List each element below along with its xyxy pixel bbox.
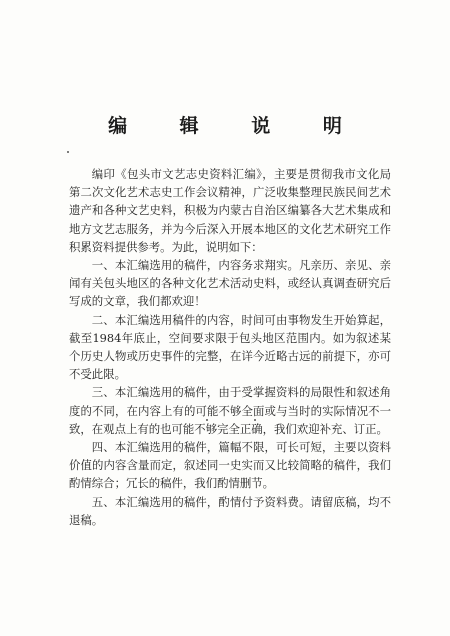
paragraph-item-2: 二、本汇编选用稿件的内容，时间可由事物发生开始算起，截至1984年底止，空间要求限于包头地区范围内。如为叙述某个历史人物或历史事件的完整，在详今近略古远的前提下，亦可不受此限。 <box>69 312 391 382</box>
scan-speck <box>254 419 256 421</box>
paragraph-item-5: 五、本汇编选用的稿件，酌情付予资料费。请留底稿，均不退稿。 <box>69 494 391 527</box>
scan-speck <box>67 151 69 153</box>
document-body <box>69 165 391 529</box>
scan-speck <box>206 419 208 421</box>
page-title: 编 辑 说 明 <box>108 115 365 137</box>
paragraph-intro: 编印《包头市文艺志史资料汇编》，主要是贯彻我市文化局第二次文化艺术志史工作会议精神，广泛收集整理民族民间艺术遗产和各种文艺史料，积极为内蒙古自治区编纂各大艺术集成和地方文艺志服务，并为今后深入开展本地区的文化艺术研究工作积累资料提供参考。为此，说明如下： <box>69 167 391 254</box>
paragraph-item-3: 三、本汇编选用的稿件，由于受掌握资料的局限性和叙述角度的不同，在内容上有的可能不够全面或与当时的实际情况不一致，在观点上有的也可能不够完全正确，我们欢迎补充、订正。 <box>69 385 391 436</box>
paragraph-item-4: 四、本汇编选用的稿件，篇幅不限，可长可短，主要以资料价值的内容含量而定，叙述同一史实而又比较简略的稿件，我们酌情综合；冗长的稿件，我们酌情删节。 <box>69 440 391 491</box>
paragraph-item-1: 一、本汇编选用的稿件，内容务求翔实。凡亲历、亲见、亲闻有关包头地区的各种文化艺术活动史料，或经认真调查研究后写成的文章，我们都欢迎！ <box>69 258 391 309</box>
